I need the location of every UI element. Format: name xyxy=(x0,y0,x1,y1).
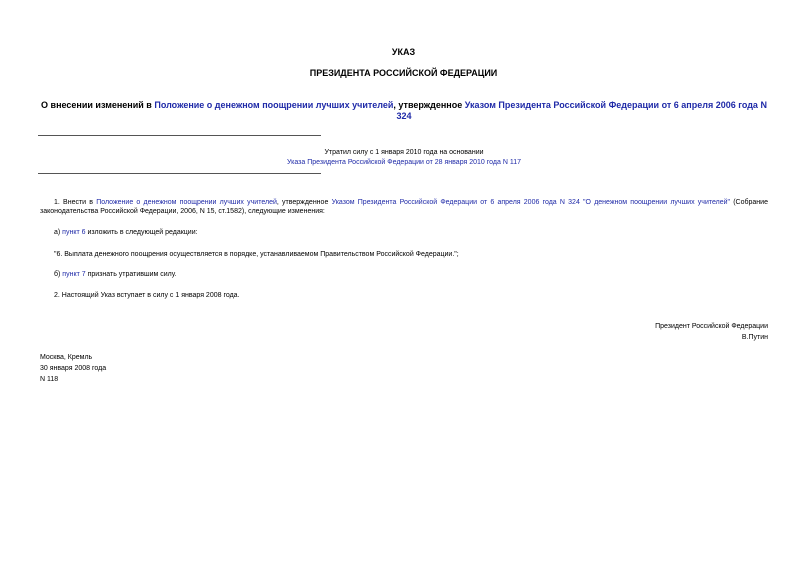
item-a-text: изложить в следующей редакции: xyxy=(85,229,198,236)
quoted-clause-6: "6. Выплата денежного поощрения осуществляется в порядке, устанавливаемом Правительством Российской Федерации."; xyxy=(54,251,459,258)
place-city: Москва, Кремль xyxy=(40,354,93,361)
divider-top xyxy=(38,135,321,136)
item-a-prefix: а) xyxy=(54,229,63,236)
item-a-link[interactable]: пункт 6 xyxy=(62,229,86,236)
issuer-heading: ПРЕЗИДЕНТА РОССИЙСКОЙ ФЕДЕРАЦИИ xyxy=(309,68,498,78)
p1-start: 1. Внести в xyxy=(54,199,97,206)
p1-mid: , утвержденное xyxy=(276,199,332,206)
signature-position: Президент Российской Федерации xyxy=(655,323,768,330)
p1-decree-name[interactable]: "О денежном поощрении лучших учителей" xyxy=(579,199,731,206)
title-link-regulation[interactable]: Положение о денежном поощрении лучших учителей xyxy=(154,100,394,110)
item-b-text: признать утратившим силу. xyxy=(85,271,177,278)
p1-link-regulation[interactable]: Положение о денежном поощрении лучших учителей xyxy=(96,199,277,206)
item-a xyxy=(54,228,754,237)
doc-number: N 118 xyxy=(40,376,59,383)
divider-bottom xyxy=(38,173,321,174)
doc-type-heading: УКАЗ xyxy=(391,47,416,57)
place-date: 30 января 2008 года xyxy=(40,365,107,372)
repeal-note-text: Утратил силу с 1 января 2010 года на основании xyxy=(324,149,484,156)
title-middle: , утвержденное xyxy=(393,100,465,110)
paragraph-2: 2. Настоящий Указ вступает в силу с 1 января 2008 года. xyxy=(54,292,240,299)
paragraph-1 xyxy=(40,198,768,216)
p1-link-decree[interactable]: Указом Президента Российской Федерации от 6 апреля 2006 года N 324 xyxy=(331,199,580,206)
title-prefix: О внесении изменений в xyxy=(41,100,155,110)
item-b xyxy=(54,270,754,279)
document-title xyxy=(40,100,768,122)
item-b-prefix: б) xyxy=(54,271,63,278)
repeal-note-link[interactable]: Указа Президента Российской Федерации от 28 января 2010 года N 117 xyxy=(287,159,521,166)
signature-name: В.Путин xyxy=(741,334,768,341)
title-link-decree[interactable]: Указом Президента Российской Федерации от 6 апреля 2006 года N 324 xyxy=(396,100,767,121)
p1-end: (Собрание законодательства Российской Федерации, 2006, N 15, ст.1582), следующие изменения: xyxy=(40,199,768,215)
item-b-link[interactable]: пункт 7 xyxy=(62,271,86,278)
